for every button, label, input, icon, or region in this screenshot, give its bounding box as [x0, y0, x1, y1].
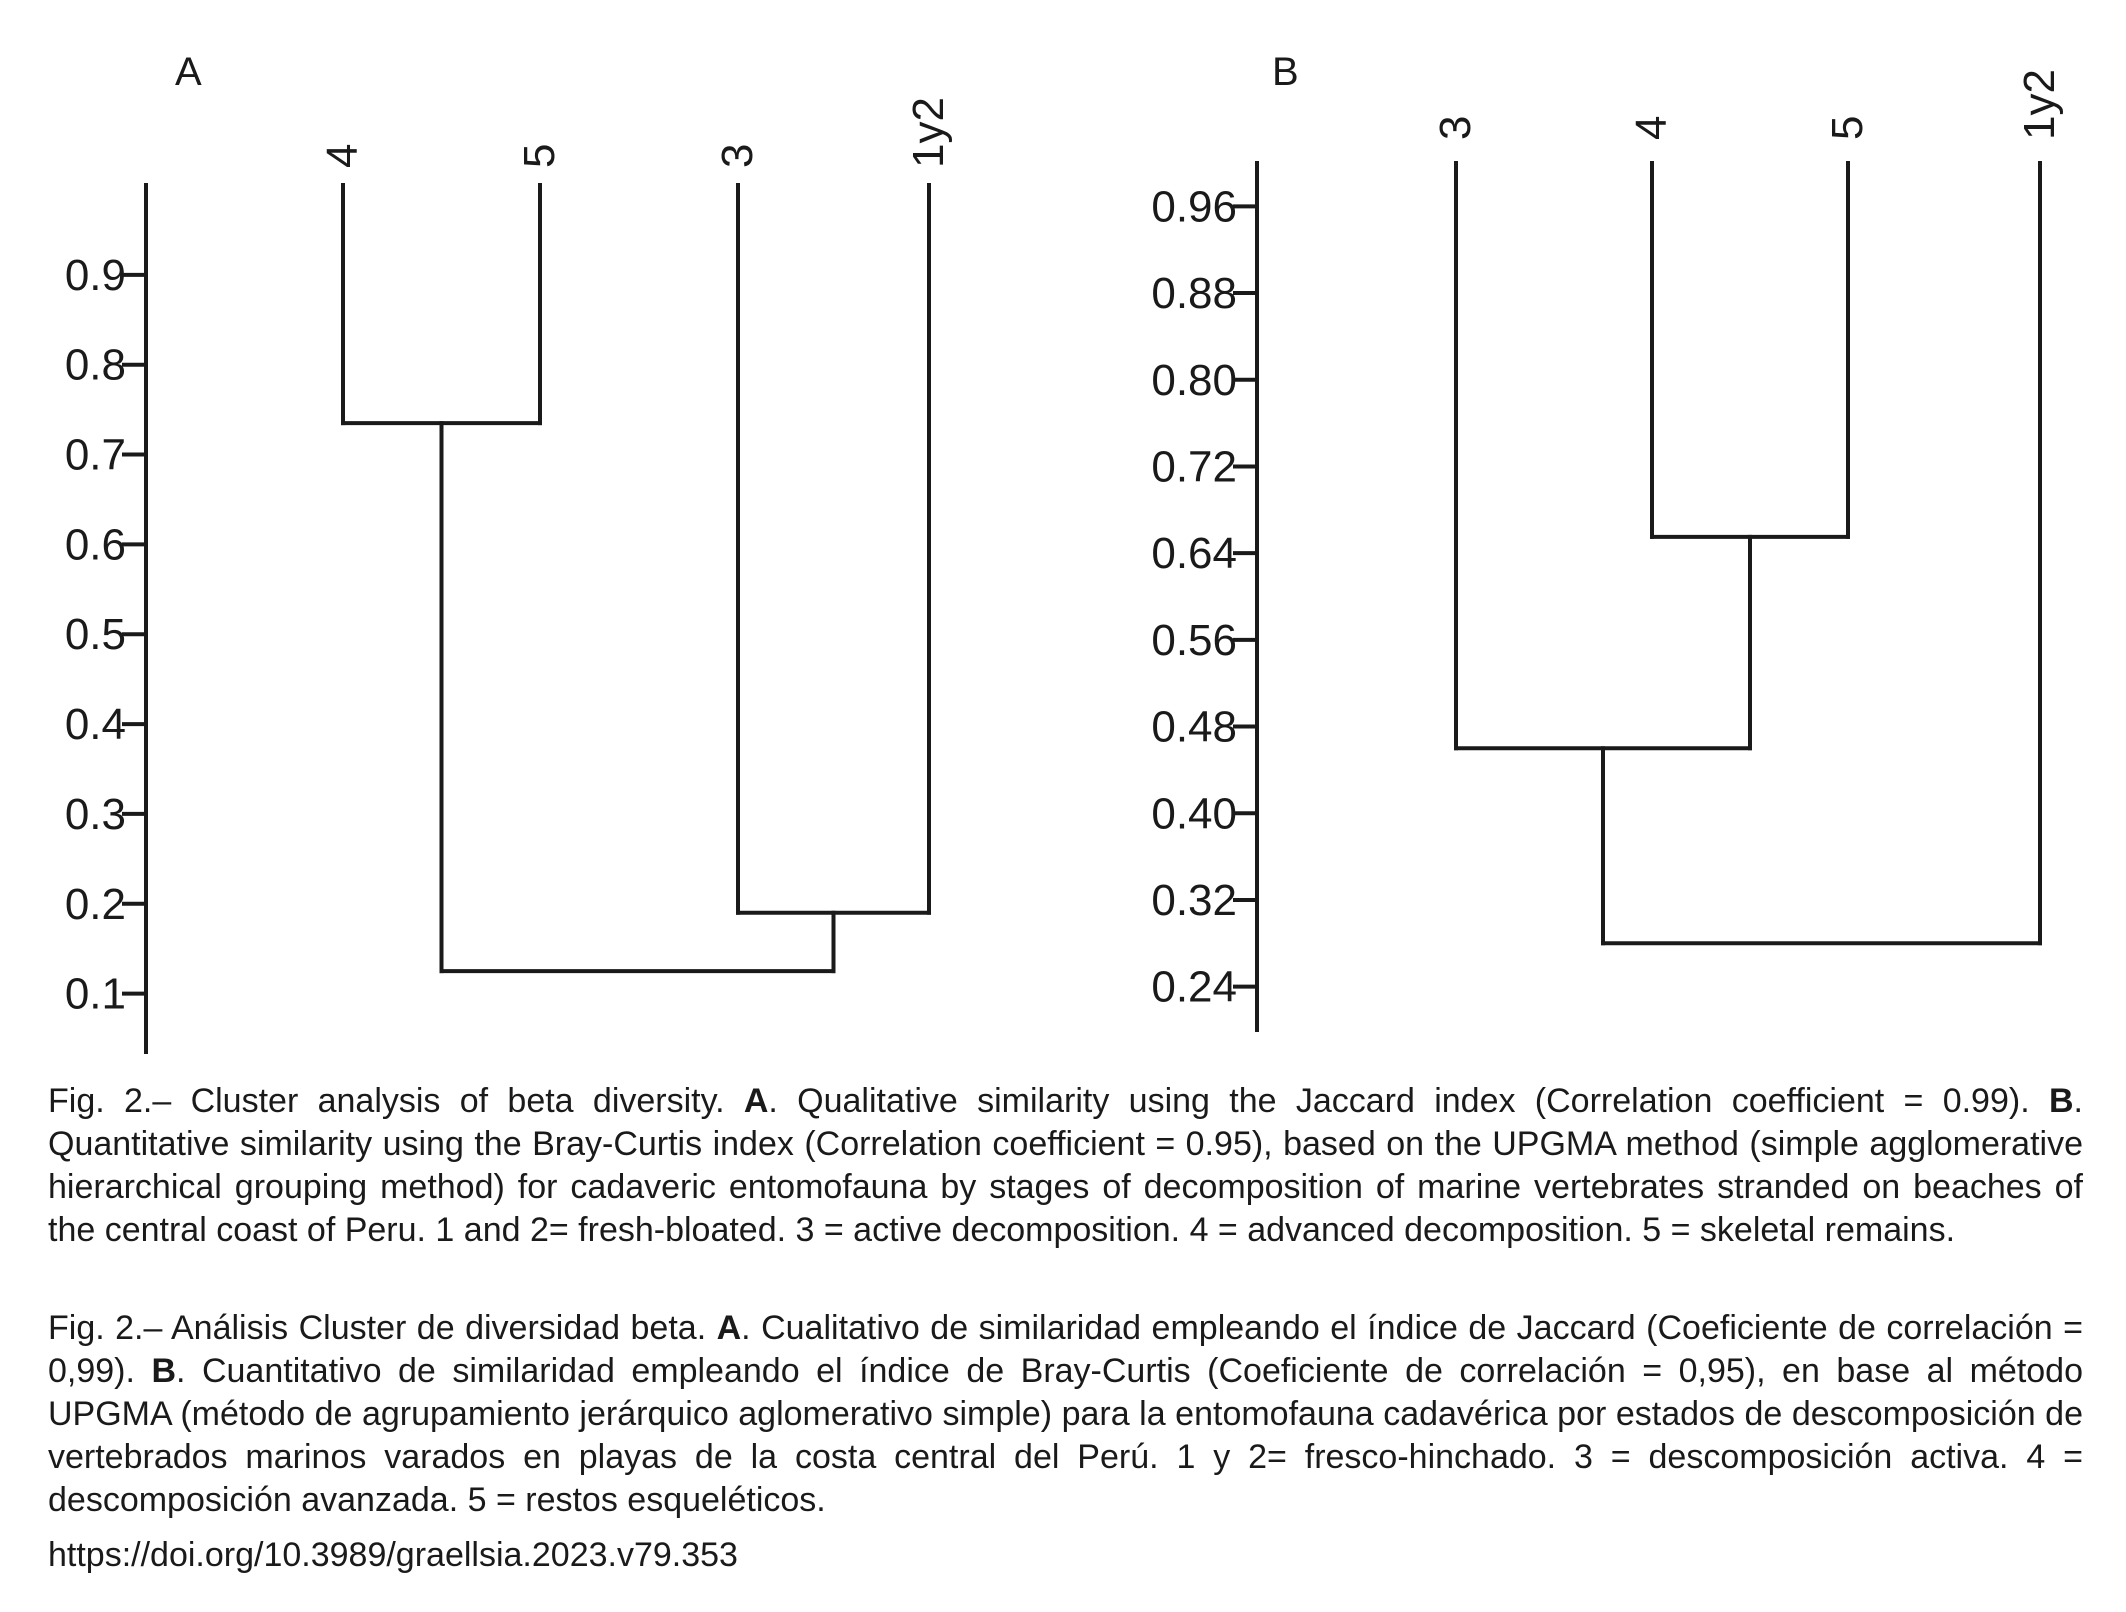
panel-b-leaf-label: 4	[1627, 115, 1676, 140]
panel-b-y-tick-label: 0.96	[1151, 182, 1237, 232]
panel-a-leaf-label: 4	[318, 143, 367, 168]
panel-a-y-tick-label: 0.5	[64, 610, 126, 660]
panel-a-leaf-label: 5	[515, 143, 564, 168]
panel-a-label: A	[175, 50, 202, 94]
panel-a-y-tick-label: 0.3	[64, 789, 126, 839]
caption-en-text-b: . Quantitative similarity using the Bray-Curtis index (Correlation coefficient = 0.95), based on the UPGMA method (simple agglomerative hierarchical grouping method) for cadaveric entomofauna by stages of decomposition of marine vertebrates stranded on beaches of the central coast of Peru. 1 and 2= fresh-bloated. 3 = active decomposition. 4 = advanced decomposition. 5 = skeletal remains.	[48, 1082, 2083, 1249]
caption-es-text-a: . Cualitativo de similaridad empleando el índice de Jaccard (Coeficiente de correlación = 0,99).	[48, 1309, 2083, 1390]
panel-a-y-tick-label: 0.4	[64, 700, 126, 750]
caption-es-text-b: . Cuantitativo de similaridad empleando el índice de Bray-Curtis (Coeficiente de correlación = 0,95), en base al método UPGMA (método de agrupamiento jerárquico aglomerativo simple) para la entomofauna cadavérica por estados de descomposición de vertebrados marinos varados en playas de la costa central del Perú. 1 y 2= fresco-hinchado. 3 = descomposición activa. 4 = descomposición avanzada. 5 = restos esqueléticos.	[48, 1352, 2083, 1519]
panel-b-leaf-label: 5	[1823, 115, 1872, 140]
panel-b-y-tick-label: 0.72	[1151, 442, 1237, 492]
panel-a-leaf-label: 1y2	[904, 97, 953, 168]
caption-es-intro: Fig. 2.– Análisis Cluster de diversidad beta.	[48, 1309, 717, 1347]
caption-en-intro: Fig. 2.– Cluster analysis of beta diversity.	[48, 1082, 744, 1120]
panel-b-y-tick-label: 0.32	[1151, 875, 1237, 925]
caption-en-label-b: B	[2048, 1082, 2074, 1120]
panel-a-y-tick-label: 0.6	[64, 520, 126, 570]
caption-en-text-a: . Qualitative similarity using the Jaccard index (Correlation coefficient = 0.99).	[768, 1082, 2049, 1120]
panel-b-leaf-label: 3	[1431, 115, 1480, 140]
panel-b-y-tick-label: 0.64	[1151, 529, 1237, 579]
panel-b-y-tick-label: 0.88	[1151, 269, 1237, 319]
panel-b-leaf-label: 1y2	[2015, 69, 2064, 140]
panel-b-y-tick-label: 0.56	[1151, 615, 1237, 665]
caption-spanish	[48, 1307, 2083, 1522]
panel-a-dendrogram	[65, 50, 953, 1052]
panel-a-y-tick-label: 0.8	[64, 340, 126, 390]
panel-a-leaf-label: 3	[713, 143, 762, 168]
caption-en-label-a: A	[743, 1082, 769, 1120]
panel-b-y-tick-label: 0.24	[1151, 962, 1237, 1012]
doi-link[interactable]: https://doi.org/10.3989/graellsia.2023.v79.353	[48, 1536, 738, 1574]
panel-b-y-tick-label: 0.80	[1151, 355, 1237, 405]
caption-english	[48, 1080, 2083, 1252]
panel-b-dendrogram	[1151, 50, 2064, 1030]
caption-es-label-b: B	[151, 1352, 177, 1390]
panel-a-y-tick-label: 0.7	[64, 430, 126, 480]
caption-es-label-a: A	[716, 1309, 742, 1347]
panel-b-label: B	[1272, 50, 1299, 94]
panel-a-y-tick-label: 0.1	[64, 969, 126, 1019]
panel-b-y-tick-label: 0.48	[1151, 702, 1237, 752]
panel-b-y-tick-label: 0.40	[1151, 789, 1237, 839]
panel-a-y-tick-label: 0.9	[64, 250, 126, 300]
panel-a-y-tick-label: 0.2	[64, 879, 126, 929]
